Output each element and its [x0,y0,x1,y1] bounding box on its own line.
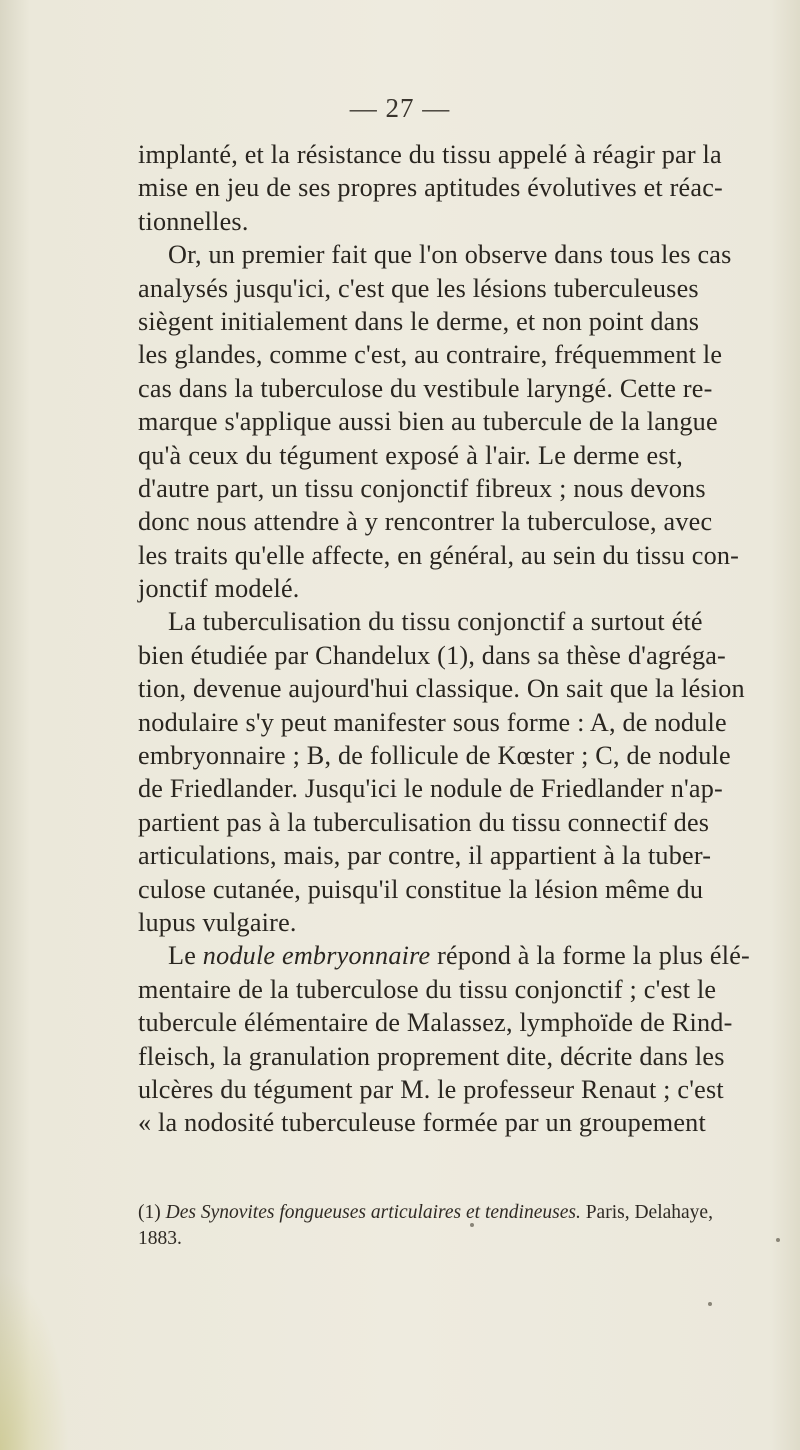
paper-speck [470,1223,474,1227]
text-line: partient pas à la tuberculisation du tissu connectif des [138,807,710,837]
text-run: Le [168,941,203,971]
text-line: tubercule élémentaire de Malassez, lymphoïde de Rind- [138,1008,733,1038]
text-line: articulations, mais, par contre, il appartient à la tuber- [138,841,712,871]
text-line: lupus vulgaire. [138,907,297,937]
italic-term: nodule embryonnaire [202,941,431,971]
text-line: d'autre part, un tissu conjonctif fibreux ; nous devons [138,473,706,503]
text-line: « la nodosité tuberculeuse formée par un groupement [138,1108,706,1138]
body-text [138,138,750,1140]
text-line: mise en jeu de ses propres aptitudes évolutives et réac- [138,173,723,203]
text-line: cas dans la tuberculose du vestibule laryngé. Cette re- [138,373,713,403]
footnote-publisher: Paris, Delahaye, [580,1202,713,1223]
text-line: marque s'applique aussi bien au tubercule de la langue [138,407,718,437]
footnote-marker: (1) [138,1202,166,1223]
paragraph-start-line: Or, un premier fait que l'on observe dans tous les cas [168,240,732,270]
text-line: bien étudiée par Chandelux (1), dans sa thèse d'agréga- [138,640,726,670]
footnote-title: Des Synovites fongueuses articulaires et tendineuses. [165,1202,581,1223]
text-line: siègent initialement dans le derme, et non point dans [138,306,700,336]
paper-speck [776,1238,780,1242]
text-line: qu'à ceux du tégument exposé à l'air. Le derme est, [138,440,683,470]
text-line: tion, devenue aujourd'hui classique. On sait que la lésion [138,674,745,704]
text-line: analysés jusqu'ici, c'est que les lésions tuberculeuses [138,273,699,303]
footnote-year: 1883. [138,1228,182,1249]
text-run: répond à la forme la plus élé- [430,941,750,971]
paper-stain [0,1270,70,1450]
paragraph-start-line [138,939,750,972]
text-line: jonctif modelé. [138,574,300,604]
text-line: nodulaire s'y peut manifester sous forme : A, de nodule [138,707,727,737]
text-line: ulcères du tégument par M. le professeur Renaut ; c'est [138,1074,724,1104]
text-line: implanté, et la résistance du tissu appelé à réagir par la [138,140,722,169]
text-line: embryonnaire ; B, de follicule de Kœster ; C, de nodule [138,741,731,771]
footnote [138,1200,713,1252]
text-line: donc nous attendre à y rencontrer la tuberculose, avec [138,507,713,537]
text-line: mentaire de la tuberculose du tissu conjonctif ; c'est le [138,974,717,1004]
paragraph-start-line: La tuberculisation du tissu conjonctif a surtout été [168,607,703,637]
text-line: les glandes, comme c'est, au contraire, fréquemment le [138,340,723,370]
footnote-line [138,1200,713,1226]
text-line: tionnelles. [138,206,249,236]
text-line: fleisch, la granulation proprement dite, décrite dans les [138,1041,725,1071]
text-line: les traits qu'elle affecte, en général, au sein du tissu con- [138,540,740,570]
paper-speck [708,1302,712,1306]
page-number: — 27 — [349,93,451,123]
text-line: culose cutanée, puisqu'il constitue la lésion même du [138,874,704,904]
text-line: de Friedlander. Jusqu'ici le nodule de Friedlander n'ap- [138,774,723,804]
